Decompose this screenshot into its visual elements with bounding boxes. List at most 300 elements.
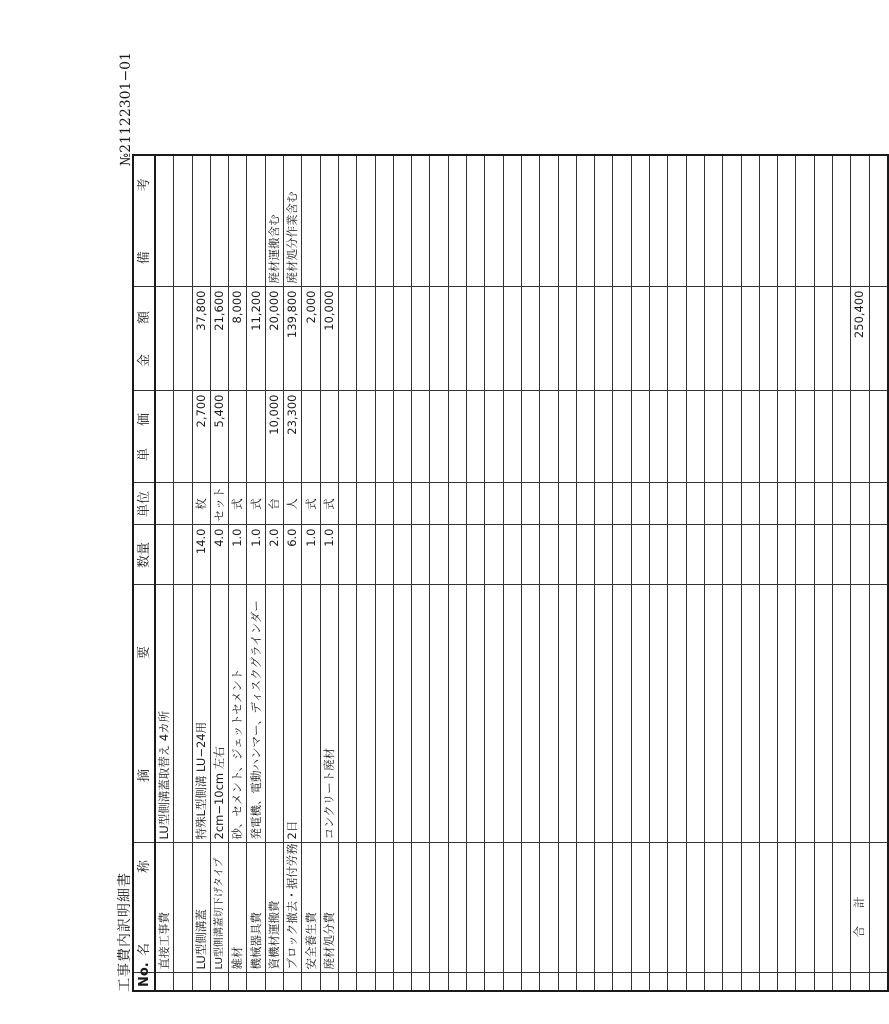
- cell-unit: [814, 483, 832, 525]
- cell-name: [412, 843, 430, 973]
- cell-remarks: [796, 155, 814, 287]
- cell-quantity: 1.0: [247, 525, 265, 585]
- cell-name: [357, 843, 375, 973]
- cell-name: [595, 843, 613, 973]
- cell-description: 2日: [284, 585, 302, 843]
- cell-unit-price: [576, 391, 594, 483]
- cell-amount: [778, 287, 796, 391]
- cell-unit: [558, 483, 576, 525]
- cell-no: [412, 973, 430, 991]
- cell-no: [650, 973, 668, 991]
- cell-no: [210, 973, 228, 991]
- table-row: [192, 155, 210, 991]
- document-number: №21122301−01: [118, 52, 134, 167]
- table-row: [869, 155, 888, 991]
- cell-amount: [613, 287, 631, 391]
- cell-no: [668, 973, 686, 991]
- cell-remarks: [412, 155, 430, 287]
- cell-description: [741, 585, 759, 843]
- cell-name: [485, 843, 503, 973]
- cell-remarks: [704, 155, 722, 287]
- cell-quantity: [814, 525, 832, 585]
- cell-description: 発電機、電動ハンマー、ディスクグラインダー: [247, 585, 265, 843]
- cell-name: [759, 843, 777, 973]
- cell-remarks: [741, 155, 759, 287]
- cell-no: [814, 973, 832, 991]
- cell-description: [448, 585, 466, 843]
- cell-quantity: [851, 525, 869, 585]
- cell-quantity: [521, 525, 539, 585]
- cell-remarks: [320, 155, 338, 287]
- header-amount: 金額: [133, 287, 155, 391]
- cell-name: [832, 843, 850, 973]
- cell-name: LU型側溝蓋: [192, 843, 210, 973]
- cell-remarks: [650, 155, 668, 287]
- cell-no: [503, 973, 521, 991]
- cell-amount: [448, 287, 466, 391]
- header-remarks: 備考: [133, 155, 155, 287]
- cell-unit: [540, 483, 558, 525]
- table-row: [357, 155, 375, 991]
- table-row: [210, 155, 228, 991]
- cell-name: 安全養生費: [302, 843, 320, 973]
- cell-remarks: [192, 155, 210, 287]
- empty-cell: [869, 483, 888, 525]
- cell-quantity: [558, 525, 576, 585]
- cell-name: [723, 843, 741, 973]
- cell-unit: [485, 483, 503, 525]
- header-description: 摘要: [133, 585, 155, 843]
- cell-unit: [357, 483, 375, 525]
- empty-cell: [869, 155, 888, 287]
- table-row: [814, 155, 832, 991]
- cell-unit-price: [155, 391, 174, 483]
- table-row: [668, 155, 686, 991]
- cell-unit: [576, 483, 594, 525]
- cell-no: [192, 973, 210, 991]
- cell-quantity: [357, 525, 375, 585]
- cell-name: [704, 843, 722, 973]
- header-quantity: 数量: [133, 525, 155, 585]
- cell-amount: [430, 287, 448, 391]
- cell-unit-price: [723, 391, 741, 483]
- cell-remarks: 廃材運搬含む: [265, 155, 283, 287]
- cell-remarks: [778, 155, 796, 287]
- cell-quantity: 1.0: [229, 525, 247, 585]
- cell-name: 雑材: [229, 843, 247, 973]
- cell-unit-price: [503, 391, 521, 483]
- cell-unit: [704, 483, 722, 525]
- cell-no: [851, 973, 869, 991]
- cell-description: [650, 585, 668, 843]
- cell-description: [576, 585, 594, 843]
- cell-name: [558, 843, 576, 973]
- empty-cell: [869, 973, 888, 991]
- header-name: 名称: [133, 843, 155, 973]
- cell-no: [155, 973, 174, 991]
- empty-cell: [869, 525, 888, 585]
- cell-no: [741, 973, 759, 991]
- cell-remarks: [485, 155, 503, 287]
- cell-name: 直接工事費: [155, 843, 174, 973]
- cell-remarks: [832, 155, 850, 287]
- cell-amount: 10,000: [320, 287, 338, 391]
- cell-amount: [558, 287, 576, 391]
- table-row: [229, 155, 247, 991]
- cell-quantity: [631, 525, 649, 585]
- cell-quantity: 1.0: [320, 525, 338, 585]
- cell-remarks: [467, 155, 485, 287]
- cell-no: [357, 973, 375, 991]
- cell-quantity: [650, 525, 668, 585]
- cell-quantity: 4.0: [210, 525, 228, 585]
- cell-name: [540, 843, 558, 973]
- table-row: [302, 155, 320, 991]
- cell-unit-price: [485, 391, 503, 483]
- cell-remarks: [814, 155, 832, 287]
- cell-name: LU型側溝蓋切下げタイプ: [210, 843, 228, 973]
- cell-name: [668, 843, 686, 973]
- cell-no: [576, 973, 594, 991]
- cell-unit-price: [320, 391, 338, 483]
- cell-amount: 21,600: [210, 287, 228, 391]
- cell-description: [467, 585, 485, 843]
- table-row: [576, 155, 594, 991]
- cell-quantity: [375, 525, 393, 585]
- cell-unit-price: [668, 391, 686, 483]
- cell-quantity: [576, 525, 594, 585]
- cell-amount: [485, 287, 503, 391]
- cell-unit: [832, 483, 850, 525]
- header-no: No.: [133, 973, 155, 991]
- cell-no: [247, 973, 265, 991]
- cell-amount: [521, 287, 539, 391]
- cell-no: [375, 973, 393, 991]
- cell-unit-price: [759, 391, 777, 483]
- cell-unit: 枚: [192, 483, 210, 525]
- cell-amount: [375, 287, 393, 391]
- cell-unit: [155, 483, 174, 525]
- cell-no: [448, 973, 466, 991]
- cell-unit: 式: [320, 483, 338, 525]
- cell-unit-price: [412, 391, 430, 483]
- cell-amount: [338, 287, 356, 391]
- cell-name: [521, 843, 539, 973]
- cell-quantity: [448, 525, 466, 585]
- cell-remarks: [595, 155, 613, 287]
- cell-no: [302, 973, 320, 991]
- empty-cell: [869, 843, 888, 973]
- cell-amount: 8,000: [229, 287, 247, 391]
- cell-amount: [686, 287, 704, 391]
- cell-amount: [832, 287, 850, 391]
- cell-unit-price: [229, 391, 247, 483]
- cell-amount: 139,800: [284, 287, 302, 391]
- cell-quantity: [778, 525, 796, 585]
- cell-description: [814, 585, 832, 843]
- cell-no: [595, 973, 613, 991]
- cell-unit: [503, 483, 521, 525]
- cell-remarks: [229, 155, 247, 287]
- cell-unit-price: [302, 391, 320, 483]
- table-row: [265, 155, 283, 991]
- cell-quantity: [704, 525, 722, 585]
- cell-remarks: [540, 155, 558, 287]
- table-row: [723, 155, 741, 991]
- cell-unit-price: [558, 391, 576, 483]
- cell-quantity: [759, 525, 777, 585]
- cell-unit-price: [595, 391, 613, 483]
- cell-quantity: [723, 525, 741, 585]
- cell-unit: [613, 483, 631, 525]
- cell-unit: [723, 483, 741, 525]
- cell-no: [796, 973, 814, 991]
- table-row: [650, 155, 668, 991]
- cell-no: [613, 973, 631, 991]
- cell-quantity: 2.0: [265, 525, 283, 585]
- cell-description: [485, 585, 503, 843]
- cell-unit: [430, 483, 448, 525]
- cell-amount: [576, 287, 594, 391]
- table-row: [558, 155, 576, 991]
- cell-amount: 11,200: [247, 287, 265, 391]
- cell-quantity: [485, 525, 503, 585]
- cell-unit-price: [174, 391, 192, 483]
- cell-no: [265, 973, 283, 991]
- cell-remarks: [155, 155, 174, 287]
- cell-no: [284, 973, 302, 991]
- cell-quantity: [668, 525, 686, 585]
- cell-amount: 20,000: [265, 287, 283, 391]
- cell-unit-price: [704, 391, 722, 483]
- cell-unit-price: 5,400: [210, 391, 228, 483]
- cell-unit: [521, 483, 539, 525]
- cell-remarks: [430, 155, 448, 287]
- table-row: [832, 155, 850, 991]
- cell-quantity: [613, 525, 631, 585]
- cell-amount: [723, 287, 741, 391]
- cell-unit: [759, 483, 777, 525]
- cell-no: [704, 973, 722, 991]
- cell-unit: [668, 483, 686, 525]
- cell-unit: [851, 483, 869, 525]
- cell-remarks: [448, 155, 466, 287]
- cell-unit: [338, 483, 356, 525]
- cell-unit-price: [338, 391, 356, 483]
- cell-description: [686, 585, 704, 843]
- cell-unit-price: [631, 391, 649, 483]
- cell-unit-price: [521, 391, 539, 483]
- cell-remarks: [174, 155, 192, 287]
- cell-amount: [357, 287, 375, 391]
- cell-description: [613, 585, 631, 843]
- cell-description: LU型側溝蓋取替え 4カ所: [155, 585, 174, 843]
- cell-no: [631, 973, 649, 991]
- cell-description: [704, 585, 722, 843]
- cell-name: [375, 843, 393, 973]
- cell-name: [467, 843, 485, 973]
- cell-description: [759, 585, 777, 843]
- cell-remarks: [631, 155, 649, 287]
- cell-unit-price: [448, 391, 466, 483]
- cell-unit-price: [814, 391, 832, 483]
- cell-description: [796, 585, 814, 843]
- table-row: [393, 155, 411, 991]
- table-row: [686, 155, 704, 991]
- cell-amount: [814, 287, 832, 391]
- cell-unit-price: [741, 391, 759, 483]
- cell-quantity: [412, 525, 430, 585]
- cell-quantity: [430, 525, 448, 585]
- cell-unit: [631, 483, 649, 525]
- cell-remarks: [375, 155, 393, 287]
- cell-name: [338, 843, 356, 973]
- cell-unit-price: [686, 391, 704, 483]
- cell-unit-price: 2,700: [192, 391, 210, 483]
- cell-name: 機械器具費: [247, 843, 265, 973]
- cell-quantity: [338, 525, 356, 585]
- cell-name: [741, 843, 759, 973]
- cell-unit-price: [375, 391, 393, 483]
- table-row: [503, 155, 521, 991]
- cell-amount: [741, 287, 759, 391]
- total-amount: 250,400: [851, 287, 869, 391]
- cell-unit: [778, 483, 796, 525]
- cell-remarks: [210, 155, 228, 287]
- cell-description: 特殊L型側溝 LU−24用: [192, 585, 210, 843]
- cell-unit-price: 10,000: [265, 391, 283, 483]
- cell-name: [393, 843, 411, 973]
- table-row: [174, 155, 192, 991]
- cell-unit-price: [467, 391, 485, 483]
- cell-description: [174, 585, 192, 843]
- cell-remarks: [302, 155, 320, 287]
- cell-name: [174, 843, 192, 973]
- cell-quantity: [686, 525, 704, 585]
- cell-remarks: [613, 155, 631, 287]
- cell-amount: [650, 287, 668, 391]
- total-row: [851, 155, 869, 991]
- cell-amount: [155, 287, 174, 391]
- cell-unit-price: [832, 391, 850, 483]
- document-title: 工事費内訳明細書: [117, 872, 133, 992]
- cell-amount: [540, 287, 558, 391]
- cell-unit: [650, 483, 668, 525]
- cell-no: [338, 973, 356, 991]
- table-row: [741, 155, 759, 991]
- cell-no: [393, 973, 411, 991]
- cell-description: [558, 585, 576, 843]
- cell-description: [338, 585, 356, 843]
- cell-quantity: [796, 525, 814, 585]
- cell-description: [668, 585, 686, 843]
- cell-description: [393, 585, 411, 843]
- cell-no: [723, 973, 741, 991]
- table-row: [448, 155, 466, 991]
- cell-unit: [375, 483, 393, 525]
- cell-name: 資機材運搬費: [265, 843, 283, 973]
- table-row: [485, 155, 503, 991]
- cell-amount: [412, 287, 430, 391]
- cell-description: [265, 585, 283, 843]
- cell-name: [430, 843, 448, 973]
- cell-unit: セット: [210, 483, 228, 525]
- cell-no: [521, 973, 539, 991]
- cell-unit: [796, 483, 814, 525]
- cell-description: コンクリート廃材: [320, 585, 338, 843]
- cell-description: [540, 585, 558, 843]
- cell-unit-price: [393, 391, 411, 483]
- cell-remarks: [558, 155, 576, 287]
- cell-quantity: [741, 525, 759, 585]
- empty-cell: [869, 585, 888, 843]
- cell-unit: [412, 483, 430, 525]
- cell-no: [759, 973, 777, 991]
- cell-name: [686, 843, 704, 973]
- cell-name: [576, 843, 594, 973]
- empty-cell: [869, 391, 888, 483]
- rotated-sheet: [114, 52, 867, 992]
- cost-breakdown-table: [132, 154, 889, 992]
- cell-name: [631, 843, 649, 973]
- cell-quantity: [467, 525, 485, 585]
- cell-amount: [393, 287, 411, 391]
- cell-description: [375, 585, 393, 843]
- cell-no: [540, 973, 558, 991]
- table-row: [467, 155, 485, 991]
- cell-quantity: [155, 525, 174, 585]
- table-row: [430, 155, 448, 991]
- header-unit: 単位: [133, 483, 155, 525]
- header-unit-price: 単価: [133, 391, 155, 483]
- cell-description: [430, 585, 448, 843]
- cell-amount: [668, 287, 686, 391]
- cell-unit-price: 23,300: [284, 391, 302, 483]
- cell-description: [521, 585, 539, 843]
- cell-no: [430, 973, 448, 991]
- cell-name: 廃材処分費: [320, 843, 338, 973]
- table-body: [155, 155, 888, 991]
- cell-description: [412, 585, 430, 843]
- cell-unit: [393, 483, 411, 525]
- cell-name: [503, 843, 521, 973]
- cell-unit-price: [247, 391, 265, 483]
- cell-no: [467, 973, 485, 991]
- cell-remarks: [357, 155, 375, 287]
- cell-unit: [174, 483, 192, 525]
- cell-quantity: [503, 525, 521, 585]
- cell-description: [778, 585, 796, 843]
- cell-remarks: [393, 155, 411, 287]
- cell-description: [851, 585, 869, 843]
- cell-no: [485, 973, 503, 991]
- table-row: [796, 155, 814, 991]
- cell-unit: 式: [302, 483, 320, 525]
- cell-name: [448, 843, 466, 973]
- cell-quantity: [832, 525, 850, 585]
- cell-quantity: [393, 525, 411, 585]
- cell-no: [832, 973, 850, 991]
- cell-remarks: [576, 155, 594, 287]
- cell-remarks: [521, 155, 539, 287]
- table-header-row: [133, 155, 155, 991]
- cell-unit-price: [540, 391, 558, 483]
- cell-amount: [503, 287, 521, 391]
- cell-remarks: [247, 155, 265, 287]
- cell-unit-price: [430, 391, 448, 483]
- cell-no: [778, 973, 796, 991]
- cell-unit: 式: [229, 483, 247, 525]
